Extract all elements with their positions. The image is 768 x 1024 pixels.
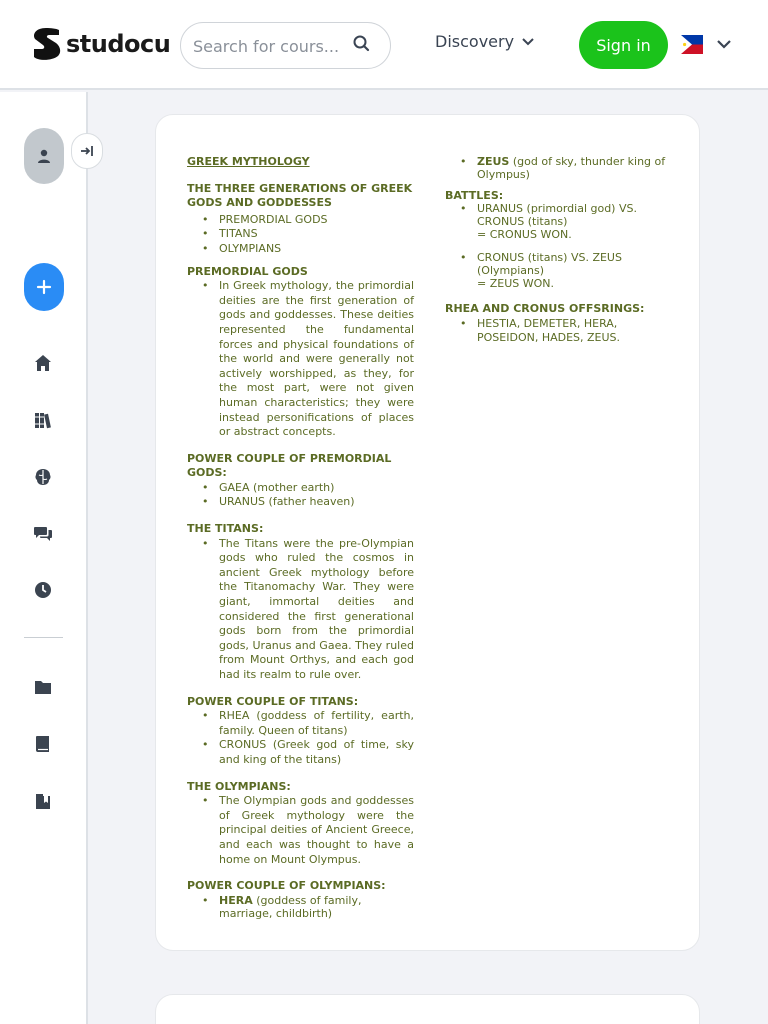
chevron-down-icon xyxy=(522,38,534,46)
list-item: • PREMORDIAL GODS xyxy=(219,213,414,228)
collapse-sidebar-button[interactable] xyxy=(71,133,103,169)
bookmark-book-icon[interactable] xyxy=(33,791,53,811)
next-document-page xyxy=(155,994,700,1024)
olympians-heading: THE OLYMPIANS: xyxy=(187,779,291,793)
chat-icon[interactable] xyxy=(33,524,53,544)
battle-2-result: = ZEUS WON. xyxy=(477,277,554,290)
generations-list xyxy=(187,213,414,257)
list-item: • URANUS (father heaven) xyxy=(219,495,414,510)
list-item xyxy=(219,894,414,920)
avatar[interactable] xyxy=(24,128,64,184)
zeus-list xyxy=(445,155,667,181)
battle-2: • CRONUS (titans) VS. ZEUS (Olympians) xyxy=(477,251,622,277)
brain-icon[interactable] xyxy=(33,467,53,487)
olympians-list xyxy=(187,794,414,867)
titans-heading: THE TITANS: xyxy=(187,522,264,536)
list-item: • HESTIA, DEMETER, HERA, POSEIDON, HADES, ZEUS. xyxy=(477,317,667,346)
list-item: • In Greek mythology, the primordial deities are the first generation of gods and goddesses. These deities represented the fundamental forces and physical foundations of the world and were generally not actively worshipped, as they, for the most part, were not given human characteristics; they were instead personifications of places or abstract concepts. xyxy=(219,279,414,440)
list-item xyxy=(477,155,667,181)
book-icon[interactable] xyxy=(33,734,53,754)
battles-heading: BATTLES: xyxy=(445,189,504,202)
document-left-column xyxy=(187,155,414,920)
battles-list xyxy=(445,202,667,290)
offsprings-list xyxy=(445,317,667,346)
document-right-column xyxy=(445,155,667,346)
premordial-list xyxy=(187,279,414,440)
chevron-down-icon[interactable] xyxy=(716,36,732,52)
list-item: • TITANS xyxy=(219,227,414,242)
list-item: • GAEA (mother earth) xyxy=(219,481,414,496)
left-sidebar xyxy=(0,92,88,1024)
olympians-couple-list xyxy=(187,894,414,920)
zeus-desc: (god of sky, thunder king of Olympus) xyxy=(477,155,666,181)
zeus-name: ZEUS xyxy=(477,155,510,168)
list-item xyxy=(477,251,667,290)
list-item xyxy=(477,202,667,241)
titans-couple-list xyxy=(187,709,414,767)
list-item: • RHEA (goddess of fertility, earth, family. Queen of titans) xyxy=(219,709,414,738)
olympians-couple-heading: POWER COUPLE OF OLYMPIANS: xyxy=(187,879,386,893)
clock-icon[interactable] xyxy=(33,580,53,600)
studocu-logo-icon xyxy=(30,26,62,62)
list-item: • The Titans were the pre-Olympian gods who ruled the cosmos in ancient Greek mythology before the Titanomachy War. They were giant, immortal deities and considered the first generational gods born from the primordial gods, Uranus and Gaea. They ruled from Mount Orthys, and each god had its realm to rule over. xyxy=(219,537,414,683)
premordial-heading: PREMORDIAL GODS xyxy=(187,264,308,278)
sign-in-button[interactable]: Sign in xyxy=(579,21,668,69)
search-icon[interactable] xyxy=(352,34,372,54)
hera-desc: (goddess of family, marriage, childbirth) xyxy=(219,893,362,920)
sidebar-divider xyxy=(24,637,63,638)
battle-1-result: = CRONUS WON. xyxy=(477,228,572,241)
battle-1: • URANUS (primordial god) VS. CRONUS (titans) xyxy=(477,202,637,228)
top-header xyxy=(0,0,768,90)
user-icon xyxy=(36,148,52,164)
philippines-flag-icon[interactable] xyxy=(681,35,703,54)
generations-heading: THE THREE GENERATIONS OF GREEK GODS AND GODDESSES xyxy=(187,181,413,210)
library-icon[interactable] xyxy=(33,410,53,430)
search-input[interactable] xyxy=(193,35,343,57)
folder-icon[interactable] xyxy=(33,677,53,697)
discovery-label: Discovery xyxy=(435,32,515,51)
logo-text: studocu xyxy=(66,30,171,58)
premordial-couple-heading: POWER COUPLE OF PREMORDIAL GODS: xyxy=(187,451,392,480)
premordial-couple-list xyxy=(187,481,414,510)
document-page xyxy=(155,114,700,951)
studocu-logo[interactable] xyxy=(30,26,170,62)
titans-couple-heading: POWER COUPLE OF TITANS: xyxy=(187,694,359,708)
document-title: GREEK MYTHOLOGY xyxy=(187,155,310,168)
home-icon[interactable] xyxy=(33,353,53,373)
discovery-menu[interactable] xyxy=(435,32,534,51)
add-button[interactable] xyxy=(24,263,64,311)
offsprings-heading: RHEA AND CRONUS OFFSRINGS: xyxy=(445,302,645,315)
list-item: • OLYMPIANS xyxy=(219,242,414,257)
collapse-sidebar-icon xyxy=(80,144,94,158)
titans-list xyxy=(187,537,414,683)
hera-name: HERA xyxy=(219,893,253,907)
plus-icon xyxy=(36,279,52,295)
list-item: • CRONUS (Greek god of time, sky and king of the titans) xyxy=(219,738,414,767)
list-item: • The Olympian gods and goddesses of Greek mythology were the principal deities of Ancient Greece, and each was thought to have a home on Mount Olympus. xyxy=(219,794,414,867)
